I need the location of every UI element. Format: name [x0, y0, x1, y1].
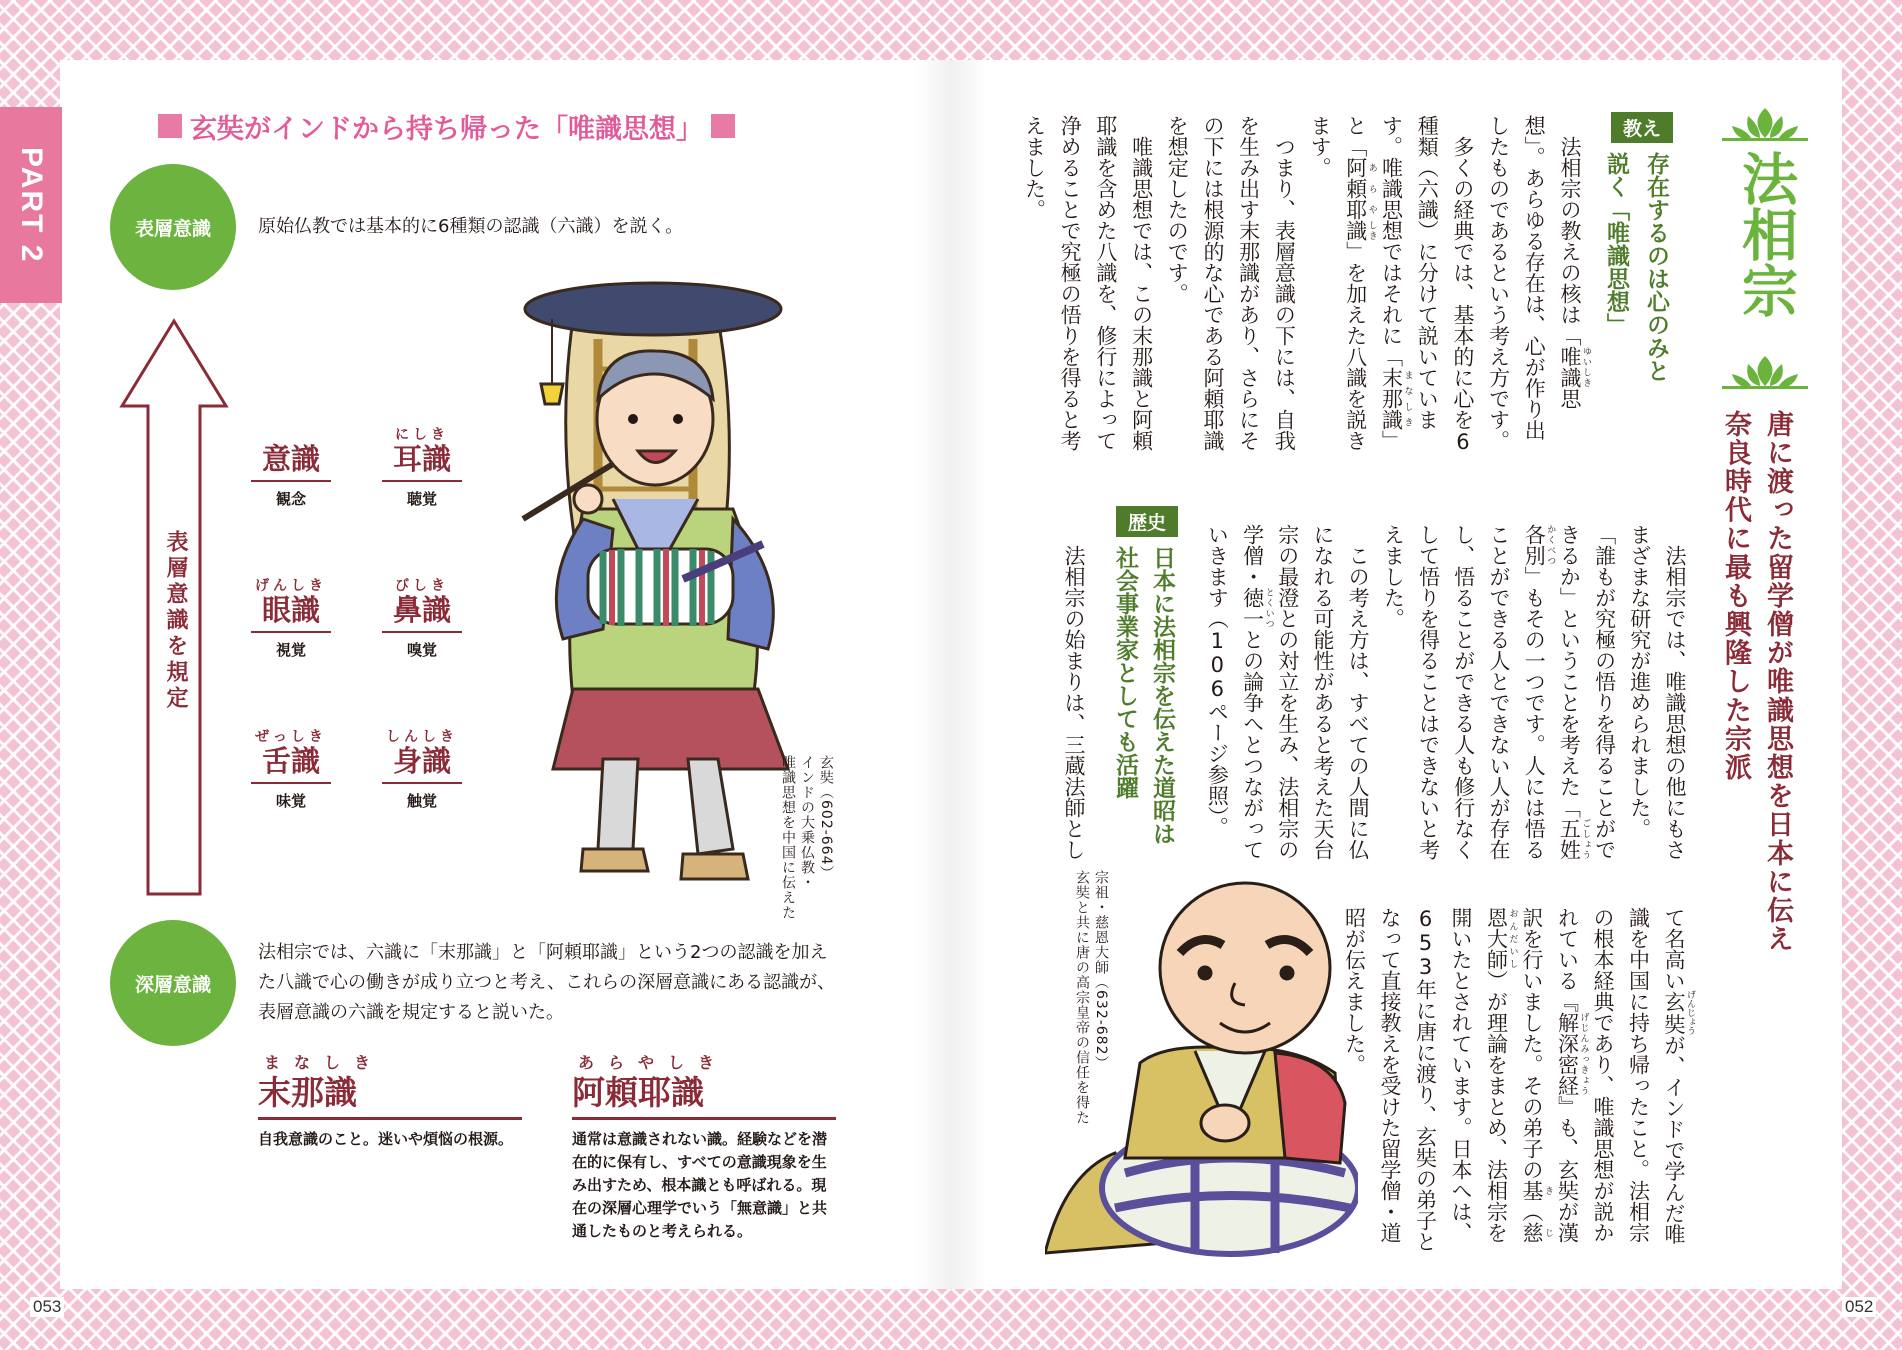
consciousness-item: [251, 575, 331, 660]
caption-line: 唯識思想を中国に伝えた: [780, 755, 796, 920]
teaching-body: [1022, 115, 1591, 455]
consciousness-name: 耳識: [382, 442, 462, 482]
paragraph: 法相宗の教えの核は「唯識 ゆいしき思想」。あらゆる存在は、心が作り出したものであるという考え方です。: [1486, 115, 1591, 451]
term-title: 末那識: [258, 1073, 522, 1120]
term-description: 自我意識のこと。迷いや煩悩の根源。: [258, 1130, 514, 1148]
consciousness-meaning: 視覚: [275, 641, 306, 659]
digit: 3: [1413, 955, 1438, 979]
arrow-label: 表層意識を規定: [163, 530, 188, 712]
paragraph: 唯識思想では、この末那識と阿頼耶識を含めた八識を、修行によって浄めることで究極の悟りを得ると考えました。: [1022, 115, 1154, 451]
teaching-heading: [1596, 152, 1676, 412]
sect-name: 法相宗: [1733, 150, 1798, 318]
teaching-badge: 教え: [1611, 112, 1673, 143]
history-heading: [1106, 546, 1180, 846]
ruby-word: 頼耶 らや: [1343, 178, 1377, 220]
ruby-word: 徳一 とくいつ: [1240, 587, 1274, 629]
consciousness-name: 鼻識: [382, 593, 462, 633]
xuanzang-caption: [778, 755, 835, 925]
paragraph: 法相宗の始まりは、三蔵法師とし: [1062, 545, 1086, 860]
gutter-shadow: [915, 60, 987, 1289]
caption-line: 玄奘と共に唐の高宗皇帝の信任を得た: [1074, 870, 1090, 1125]
paragraph: 多くの経典では、基本的に心を6種類（六識）に分けて説いています。唯識思想ではそれに「末那識 まなしき」と「阿 あ頼耶 らや識 しき」を加えた八識を説きます。: [1308, 115, 1475, 454]
ruby-word: 唯識 ゆいしき: [1558, 346, 1591, 388]
term-ruby: あらやしき: [578, 1053, 729, 1072]
consciousness-name: 意識: [251, 442, 331, 482]
consciousness-name: 眼識: [251, 593, 331, 633]
ruby-word: 基 き: [1520, 1180, 1553, 1201]
consciousness-item: [251, 424, 331, 509]
consciousness-ruby: しんしき: [386, 729, 458, 745]
heading-line: 説く「唯識思想」: [1603, 152, 1629, 336]
digit: 0: [1205, 653, 1230, 677]
term-arayashiki: [572, 1050, 836, 1243]
consciousness-ruby: ぜっしき: [255, 729, 327, 745]
ruby-word: 玄奘 げんじょう: [1662, 990, 1695, 1036]
page-number-left: 053: [30, 1297, 64, 1317]
surface-badge-label: 表層意識: [134, 217, 211, 240]
deep-badge-label: 深層意識: [134, 973, 211, 996]
title-line: 奈良時代に最も興隆した宗派: [1720, 410, 1751, 782]
ruby-word: 各別 かくべつ: [1522, 524, 1556, 566]
square-icon: [711, 114, 735, 138]
ruby-word: 解深密経 げじんみっきょう: [1555, 1012, 1589, 1096]
ruby-word: 五姓 ごしょう: [1557, 818, 1591, 860]
consciousness-name: 舌識: [251, 744, 331, 784]
term-title: 阿頼耶識: [572, 1073, 836, 1120]
consciousness-item: [382, 424, 462, 509]
digit: 6: [1413, 907, 1438, 931]
page-number-right: 052: [1842, 1297, 1876, 1317]
consciousness-ruby: びしき: [395, 578, 449, 594]
digit: 5: [1413, 931, 1438, 955]
history-badge: 歴史: [1116, 506, 1178, 537]
page-title: [1714, 410, 1798, 970]
jion-daishi-caption: [1072, 870, 1110, 1140]
ruby-word: 恩大師 おんだいし: [1484, 907, 1518, 970]
ruby-word: 阿 あ: [1343, 157, 1377, 178]
term-description: 通常は意識されない識。経験などを潜在的に保有し、すべての意識現象を生み出すため、根本識とも呼ばれる。現在の深層心理学でいう「無意識」と共通したものと考えられる。: [572, 1130, 828, 1240]
deep-text: 法相宗では、六識に「末那識」と「阿頼耶識」という2つの認識を加えた八識で心の働きが成り立つと考え、これらの深層意識にある認識が、表層意識の六識を規定すると説いた。: [258, 942, 836, 1023]
caption-line: 宗祖・慈恩大師（632-682）: [1093, 870, 1109, 1071]
teaching-body-continued: [1199, 524, 1692, 864]
term-manashiki: [258, 1050, 522, 1151]
consciousness-ruby: にしき: [395, 427, 449, 443]
history-body: [1055, 524, 1091, 864]
consciousness-meaning: 味覚: [275, 792, 306, 810]
paragraph: て名高い玄奘 げんじょうが、インドで学んだ唯識を中国に持ち帰ったこと。法相宗の根本経典であり、唯識思想が説かれている『解深密経 げじんみっきょう』も、玄奘が漢訳を行いました。その弟子の基 き（慈 じ恩大師 おんだいし）が理論をまとめ、法相宗を開いたとされています。日本へは、653年に唐に渡り、玄奘の弟子となって直接教えを受けた留学僧・道昭が伝えました。: [1342, 907, 1695, 1252]
title-line: 唐に渡った留学僧が唯識思想を日本に伝え: [1762, 410, 1793, 954]
heading-line: 社会事業家としても活躍: [1112, 546, 1138, 799]
digit: 1: [1205, 629, 1230, 653]
part-tab-label: PART 2: [15, 146, 48, 264]
paragraph: この考え方は、すべての人間に仏になれる可能性があると考えた天台宗の最澄との対立を生み、法相宗の学僧・徳一 とくいつとの論争へとつながっていきます（106ページ参照）。: [1205, 524, 1371, 860]
consciousness-item: [382, 726, 462, 811]
consciousness-meaning: 触覚: [406, 792, 437, 810]
term-ruby: まなしき: [264, 1053, 385, 1072]
caption-line: 玄奘（602-664）: [818, 755, 834, 881]
lotus-icon: [1722, 352, 1808, 390]
consciousness-name: 身識: [382, 744, 462, 784]
deep-badge: [110, 920, 236, 1046]
heading-line: 存在するのは心のみと: [1643, 152, 1669, 382]
surface-badge: [110, 164, 236, 290]
consciousness-item: [382, 575, 462, 660]
square-icon: [158, 114, 182, 138]
consciousness-ruby: [251, 424, 331, 442]
part-tab: [0, 107, 62, 303]
lotus-icon: [1722, 104, 1808, 142]
ruby-word: 慈 じ: [1520, 1222, 1553, 1243]
paragraph: 法相宗では、唯識思想の他にもさまざまな研究が進められました。「誰もが究極の悟りを得ることができるか」ということを考えた「五姓 ごしょう各別 かくべつ」もその一つです。人には悟ることができる人とできない人が存在し、悟ることができる人も修行なくして悟りを得ることはできないと考えました。: [1381, 524, 1687, 860]
consciousness-ruby: げんしき: [255, 578, 327, 594]
caption-line: インドの大乗仏教・: [799, 755, 815, 890]
consciousness-item: [251, 726, 331, 811]
ruby-word: 末那識 まなしき: [1379, 367, 1413, 430]
heading-line: 日本に法相宗を伝えた道昭は: [1149, 546, 1175, 845]
consciousness-meaning: 観念: [275, 490, 306, 508]
paragraph: つまり、表層意識の下には、自我を生み出す末那識があり、さらにその下には根源的な心である阿頼耶識を想定したのです。: [1165, 115, 1297, 451]
digit: 6: [1205, 677, 1230, 701]
surface-text: 原始仏教では基本的に6種類の認識（六識）を説く。: [258, 216, 684, 237]
section-heading: [158, 108, 735, 144]
consciousness-meaning: 嗅覚: [406, 641, 437, 659]
digit: 6: [1450, 430, 1475, 454]
consciousness-meaning: 聴覚: [406, 490, 437, 508]
ruby-word: 識 しき: [1343, 220, 1377, 241]
section-heading-text: 玄奘がインドから持ち帰った「唯識思想」: [190, 113, 703, 145]
history-body-continued: [1339, 907, 1695, 1252]
